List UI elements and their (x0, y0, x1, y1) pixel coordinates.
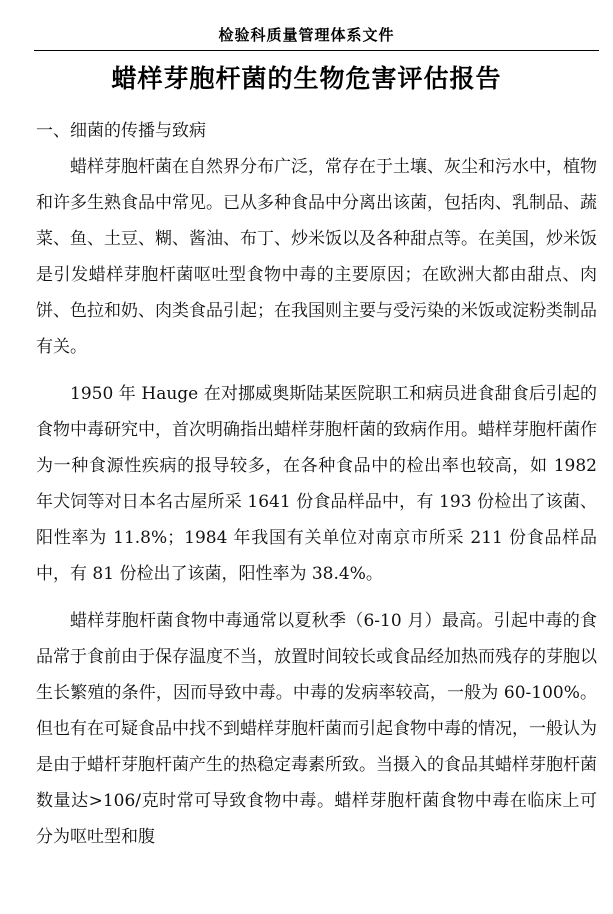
document-title: 蜡样芽胞杆菌的生物危害评估报告 (111, 64, 502, 93)
paragraph-2: 1950 年 Hauge 在对挪威奥斯陆某医院职工和病员进食甜食后引起的食物中毒研究中，首次明确指出蜡样芽胞杆菌的致病作用。蜡样芽胞杆菌作为一种食源性疾病的报导较多，在各种食品中的检出率也较高，如 1982 年犬饲等对日本名古屋所采 1641 份食品样品中，有 193 份检出了该菌、阳性率为 11.8%；1984 年我国有关单位对南京市所采 211 份食品样品中，有 81 份检出了该菌，阳性率为 38.4%。 (36, 384, 597, 584)
header-divider (34, 50, 599, 51)
document-body (36, 113, 597, 855)
paragraph-3: 蜡样芽胞杆菌食物中毒通常以夏秋季（6-10 月）最高。引起中毒的食品常于食前由于保存温度不当，放置时间较长或食品经加热而残存的芽胞以生长繁殖的条件，因而导致中毒。中毒的发病率较高，一般为 60-100%。但也有在可疑食品中找不到蜡样芽胞杆菌而引起食物中毒的情况，一般认为是由于蜡杆芽胞杆菌产生的热稳定毒素所致。当摄入的食品其蜡样芽胞杆菌数量达>106/克时常可导致食物中毒。蜡样芽胞杆菌食物中毒在临床上可分为呕吐型和腹 (36, 611, 597, 847)
page-header: 检验科质量管理体系文件 (218, 26, 395, 44)
paragraph-1: 蜡样芽胞杆菌在自然界分布广泛，常存在于土壤、灰尘和污水中，植物和许多生熟食品中常见。已从多种食品中分离出该菌，包括肉、乳制品、蔬菜、鱼、土豆、糊、酱油、布丁、炒米饭以及各种甜点等。在美国，炒米饭是引发蜡样芽胞杆菌呕吐型食物中毒的主要原因；在欧洲大都由甜点、肉饼、色拉和奶、肉类食品引起；在我国则主要与受污染的米饭或淀粉类制品有关。 (36, 157, 597, 357)
section-heading: 一、细菌的传播与致病 (36, 121, 206, 141)
